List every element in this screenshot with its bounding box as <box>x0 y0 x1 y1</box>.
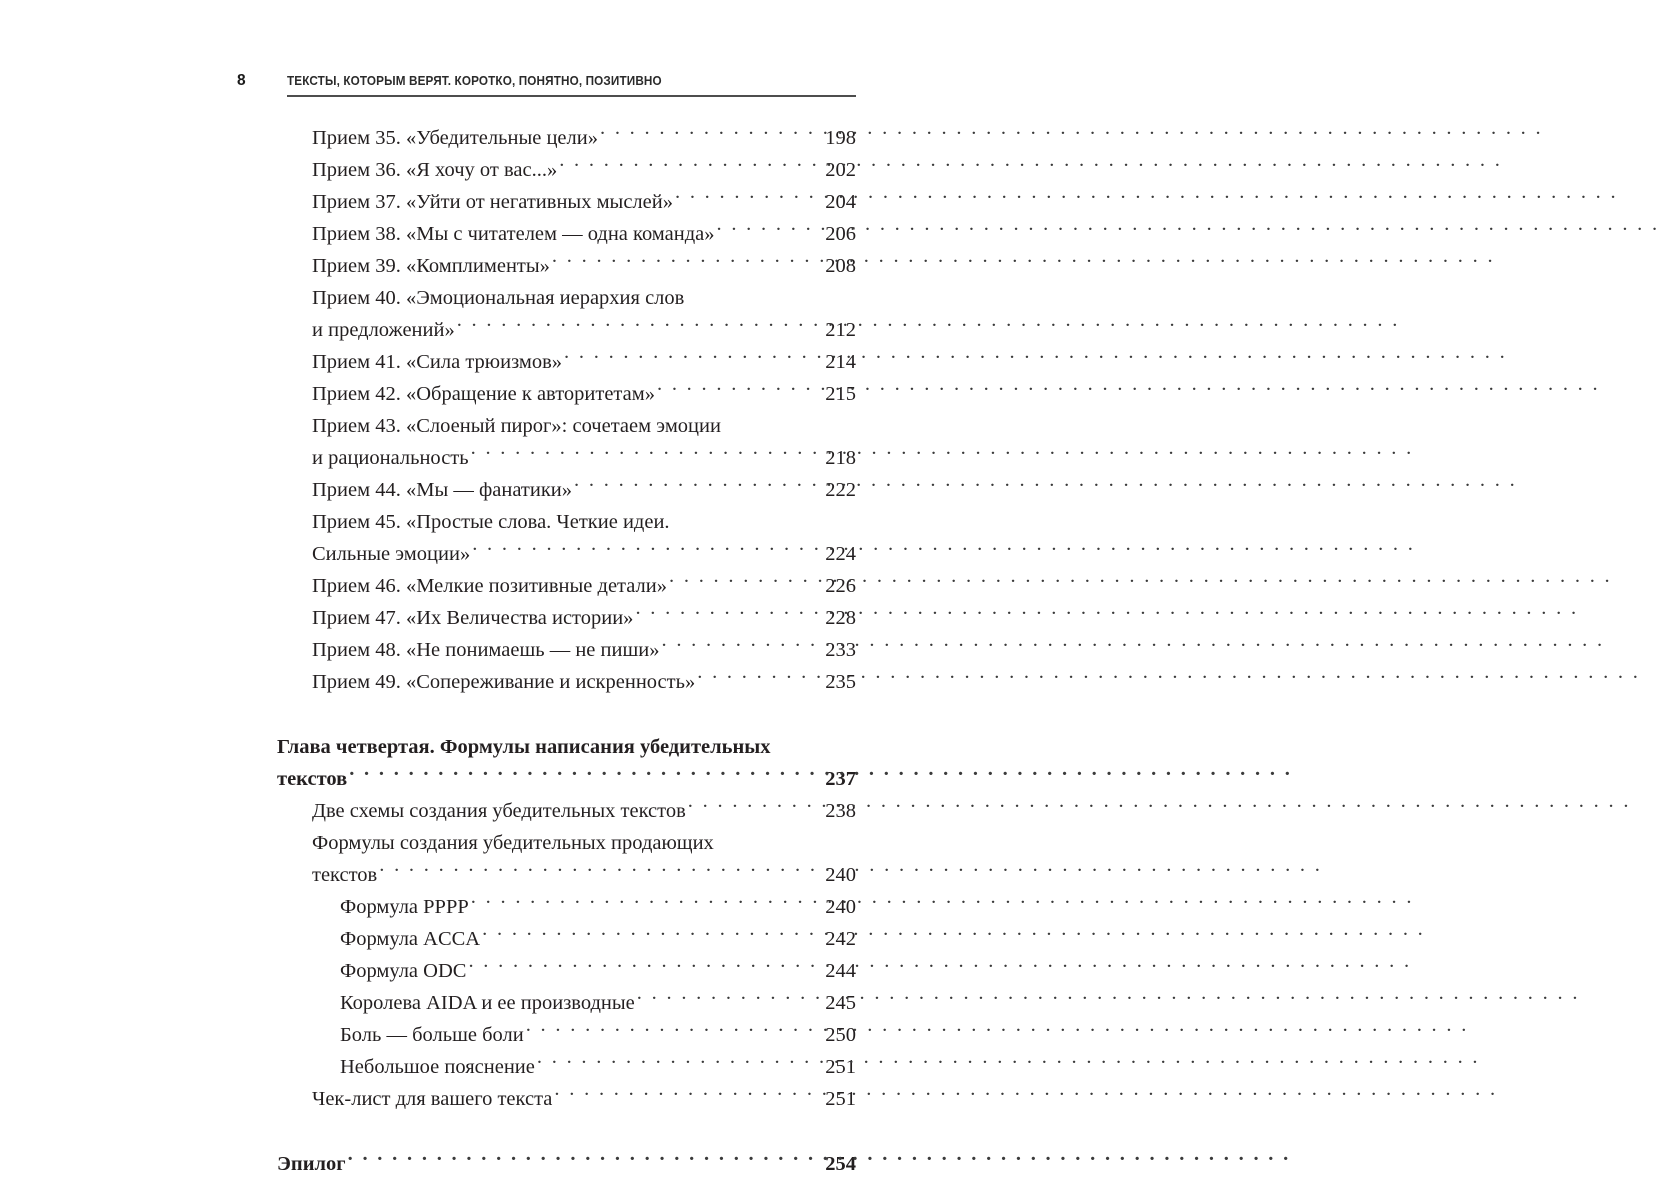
toc-entry-line <box>312 1083 856 1115</box>
toc-entry-page-number: 235 <box>825 671 856 693</box>
toc-entry-page-number: 228 <box>825 607 856 629</box>
toc-dot-leader <box>482 925 816 946</box>
toc-dot-leader <box>697 668 816 689</box>
running-head <box>237 70 857 104</box>
toc-dot-leader <box>716 220 816 241</box>
toc-entry-page-number: 202 <box>825 159 856 181</box>
toc-entry-page-number: 224 <box>825 543 856 565</box>
toc-entry-first-line: Формулы создания убедительных продающих <box>312 832 714 854</box>
toc-entry-label: Прием 36. «Я хочу от вас...» <box>312 159 558 181</box>
toc-entry-page-number: 208 <box>825 255 856 277</box>
toc-entry-label: текстов <box>312 864 378 886</box>
toc-dot-leader <box>379 861 816 882</box>
toc-entry-label: Королева AIDA и ее производные <box>340 992 635 1014</box>
toc-dot-leader <box>669 572 816 593</box>
toc-entry-line <box>312 666 856 698</box>
toc-entry-label: и рациональность <box>312 447 469 469</box>
toc-entry-label: Сильные эмоции» <box>312 543 471 565</box>
toc-entry-label: Эпилог <box>277 1153 346 1175</box>
toc-entry-first-line: Прием 40. «Эмоциональная иерархия слов <box>312 287 685 309</box>
toc-entry-label: Две схемы создания убедительных текстов <box>312 800 686 822</box>
toc-entry-page-number: 237 <box>825 768 856 790</box>
toc-entry-page-number: 245 <box>825 992 856 1014</box>
toc-entry-page-number: 212 <box>825 319 856 341</box>
toc-dot-leader <box>468 957 816 978</box>
toc-entry-label: Прием 38. «Мы с читателем — одна команда» <box>312 223 715 245</box>
toc-entry-page-number: 240 <box>825 896 856 918</box>
toc-entry-label: текстов <box>277 768 348 790</box>
toc-entry-line <box>312 795 856 827</box>
toc-entry-label: Небольшое пояснение <box>340 1056 535 1078</box>
toc-entry-page-number: 226 <box>825 575 856 597</box>
toc-entry[interactable] <box>277 795 856 827</box>
toc-dot-leader <box>471 893 816 914</box>
toc-dot-leader <box>559 156 816 177</box>
toc-entry-first-line: Прием 45. «Простые слова. Четкие идеи. <box>312 511 670 533</box>
toc-entry-page-number: 215 <box>825 383 856 405</box>
toc-dot-leader <box>552 252 816 273</box>
toc-entry-page-number: 250 <box>825 1024 856 1046</box>
toc-entry-label: и предложений» <box>312 319 455 341</box>
toc-entry-label: Чек-лист для вашего текста <box>312 1088 553 1110</box>
toc-entry-label: Прием 41. «Сила трюизмов» <box>312 351 563 373</box>
toc-dot-leader <box>657 380 816 401</box>
toc-entry-label: Прием 39. «Комплименты» <box>312 255 550 277</box>
toc-entry-label: Прием 37. «Уйти от негативных мыслей» <box>312 191 673 213</box>
toc-entry-first-line: Прием 43. «Слоеный пирог»: сочетаем эмоции <box>312 415 721 437</box>
toc-entry-page-number: 214 <box>825 351 856 373</box>
toc-entry-label: Прием 47. «Их Величества истории» <box>312 607 634 629</box>
toc-entry[interactable] <box>277 1083 856 1115</box>
toc-dot-leader <box>574 476 816 497</box>
toc-dot-leader <box>600 124 816 145</box>
toc-entry-page-number: 244 <box>825 960 856 982</box>
toc-dot-leader <box>661 636 816 657</box>
toc-dot-leader <box>675 188 816 209</box>
toc-entry-label: Формула ACCA <box>340 928 481 950</box>
toc-entry-page-number: 222 <box>825 479 856 501</box>
table-of-contents <box>277 122 856 1180</box>
toc-entry-label: Формула ODC <box>340 960 467 982</box>
toc-entry-line <box>312 474 856 506</box>
toc-entry[interactable] <box>277 474 856 506</box>
toc-entry-label: Прием 44. «Мы — фанатики» <box>312 479 573 501</box>
toc-entry-page-number: 198 <box>825 127 856 149</box>
toc-dot-leader <box>526 1021 816 1042</box>
toc-entry-line <box>312 250 856 282</box>
toc-entry-page-number: 206 <box>825 223 856 245</box>
toc-entry-page-number: 251 <box>825 1088 856 1110</box>
toc-entry[interactable] <box>277 666 856 698</box>
page-folio-number: 8 <box>237 72 246 89</box>
toc-entry-page-number: 251 <box>825 1056 856 1078</box>
toc-entry-page-number: 240 <box>825 864 856 886</box>
toc-entry[interactable] <box>277 378 856 410</box>
toc-entry-line <box>277 1148 856 1180</box>
toc-dot-leader <box>554 1085 816 1106</box>
toc-entry-label: Формула PPPP <box>340 896 469 918</box>
toc-dot-leader <box>637 989 816 1010</box>
toc-entry-label: Прием 42. «Обращение к авторитетам» <box>312 383 655 405</box>
toc-dot-leader <box>472 540 816 561</box>
toc-dot-leader <box>457 316 816 337</box>
toc-dot-leader <box>348 1150 816 1171</box>
toc-entry[interactable] <box>277 250 856 282</box>
toc-entry-label: Прием 48. «Не понимаешь — не пиши» <box>312 639 660 661</box>
toc-entry-label: Боль — больше боли <box>340 1024 524 1046</box>
toc-dot-leader <box>635 604 816 625</box>
toc-entry-label: Прием 46. «Мелкие позитивные детали» <box>312 575 667 597</box>
toc-section-gap <box>277 698 856 731</box>
toc-entry-line <box>312 378 856 410</box>
toc-entry-first-line: Глава четвертая. Формулы написания убедительных <box>277 736 771 758</box>
toc-dot-leader <box>471 444 816 465</box>
toc-chapter-entry[interactable] <box>277 1148 856 1180</box>
toc-entry-label: Прием 35. «Убедительные цели» <box>312 127 598 149</box>
toc-dot-leader <box>564 348 816 369</box>
toc-entry-page-number: 218 <box>825 447 856 469</box>
toc-dot-leader <box>537 1053 816 1074</box>
toc-dot-leader <box>349 765 816 786</box>
toc-entry-page-number: 204 <box>825 191 856 213</box>
running-head-title: ТЕКСТЫ, КОТОРЫМ ВЕРЯТ. КОРОТКО, ПОНЯТНО, ПОЗИТИВНО <box>287 74 662 88</box>
toc-entry-page-number: 238 <box>825 800 856 822</box>
running-head-rule <box>287 95 856 97</box>
toc-entry-page-number: 254 <box>825 1153 856 1175</box>
toc-entry-page-number: 233 <box>825 639 856 661</box>
toc-dot-leader <box>688 797 816 818</box>
toc-entry-label: Прием 49. «Сопереживание и искренность» <box>312 671 696 693</box>
toc-entry-page-number: 242 <box>825 928 856 950</box>
